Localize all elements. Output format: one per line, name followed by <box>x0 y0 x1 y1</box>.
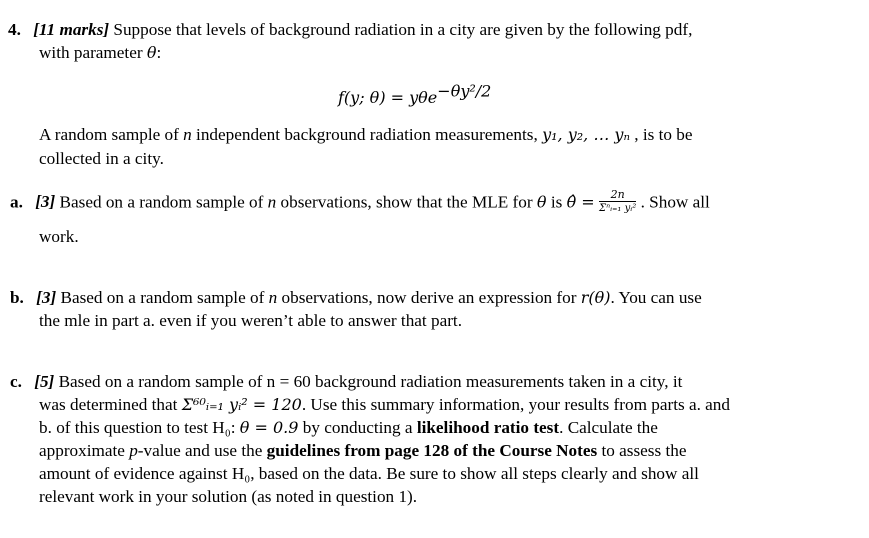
question-marks: [11 marks] <box>33 20 110 39</box>
mle-fraction-denominator: Σⁿᵢ₌₁ yᵢ² <box>599 203 637 214</box>
sum-expression: Σ⁶⁰ᵢ₌₁ yᵢ² = 120 <box>181 395 302 414</box>
part-b-text-4: the mle in part a. even if you weren’t able to answer that part. <box>39 311 463 330</box>
part-c-line-1-text: Based on a random sample of n = 60 background radiation measurements taken in a city, it <box>54 372 683 391</box>
sample-text-b: independent background radiation measurements, <box>191 125 543 144</box>
theta-symbol: θ <box>146 43 157 62</box>
sample-paragraph-line-2 <box>39 147 164 170</box>
part-c-line-3c: . Calculate the <box>559 418 658 437</box>
question-intro-2: with parameter <box>39 43 147 62</box>
sample-text-c: , is to be <box>629 125 693 144</box>
part-b-text-2: observations, now derive an expression for <box>277 288 581 307</box>
part-c-line-3a: b. of this question to test H₀: <box>39 418 240 437</box>
theta-symbol: θ <box>536 192 547 212</box>
n-symbol: n <box>267 192 277 212</box>
r-theta-expression: r(θ) <box>580 288 611 307</box>
part-c-line-3b: by conducting a <box>298 418 417 437</box>
part-a-text-2: observations, show that the MLE for <box>276 192 537 212</box>
part-c-line-1 <box>10 370 682 393</box>
theta-hat-symbol: θ̂ = <box>566 192 595 212</box>
question-4-line-2 <box>39 41 161 64</box>
part-a-line-2 <box>39 225 79 248</box>
part-c-line-4 <box>39 439 686 462</box>
part-b-line-1 <box>10 286 702 309</box>
question-4-line-1 <box>8 18 692 41</box>
part-c-line-2 <box>39 393 730 416</box>
sample-variables: y₁, y₂, … yₙ <box>542 125 630 144</box>
part-a-label: a. <box>10 192 23 212</box>
part-b-label: b. <box>10 288 24 307</box>
question-intro-1: Suppose that levels of background radiation in a city are given by the following pdf, <box>109 20 693 39</box>
part-c-line-6 <box>39 485 417 508</box>
part-c-line-5-text: amount of evidence against H₀, based on the data. Be sure to show all steps clearly and show all <box>39 464 699 483</box>
mle-fraction-numerator: 2n <box>599 188 636 202</box>
n-symbol: n <box>268 288 278 307</box>
part-c-line-3 <box>39 416 658 439</box>
mle-fraction <box>599 188 636 215</box>
part-a-marks: [3] <box>35 192 56 212</box>
part-c-line-4a: approximate <box>39 441 130 460</box>
part-c-line-2a: was determined that <box>39 395 182 414</box>
part-a-line-1 <box>10 190 710 217</box>
part-a-text-3: is <box>546 192 567 212</box>
part-c-line-4b: -value and use the <box>137 441 267 460</box>
part-b-text-3: . You can use <box>610 288 702 307</box>
n-symbol: n <box>183 125 192 144</box>
part-a-text-5: work. <box>39 227 79 246</box>
part-b-text-1: Based on a random sample of <box>56 288 269 307</box>
part-b-marks: [3] <box>36 288 57 307</box>
sample-paragraph-line-1 <box>39 123 692 146</box>
likelihood-ratio-test-term: likelihood ratio test <box>416 418 560 437</box>
colon: : <box>156 43 162 62</box>
part-c-line-2b: . Use this summary information, your results from parts a. and <box>301 395 730 414</box>
null-hypothesis-expression: θ = 0.9 <box>239 418 299 437</box>
part-b-line-2 <box>39 309 462 332</box>
sample-text-a: A random sample of <box>39 125 184 144</box>
part-c-line-5 <box>39 462 699 485</box>
question-number: 4. <box>8 20 21 39</box>
part-c-line-4c: to assess the <box>597 441 687 460</box>
part-a-text-4: . Show all <box>636 192 710 212</box>
pdf-formula-base: f(y; θ) = yθe <box>338 88 438 107</box>
guidelines-reference: guidelines from page 128 of the Course Notes <box>266 441 598 460</box>
p-symbol: p <box>129 441 138 460</box>
part-a-text-1: Based on a random sample of <box>55 192 268 212</box>
part-c-marks: [5] <box>34 372 55 391</box>
pdf-formula-exponent: −θy²/2 <box>437 81 492 101</box>
part-c-label: c. <box>10 372 22 391</box>
part-c-line-6-text: relevant work in your solution (as noted in question 1). <box>39 487 418 506</box>
sample-text-d: collected in a city. <box>39 149 164 168</box>
pdf-formula <box>338 81 492 109</box>
